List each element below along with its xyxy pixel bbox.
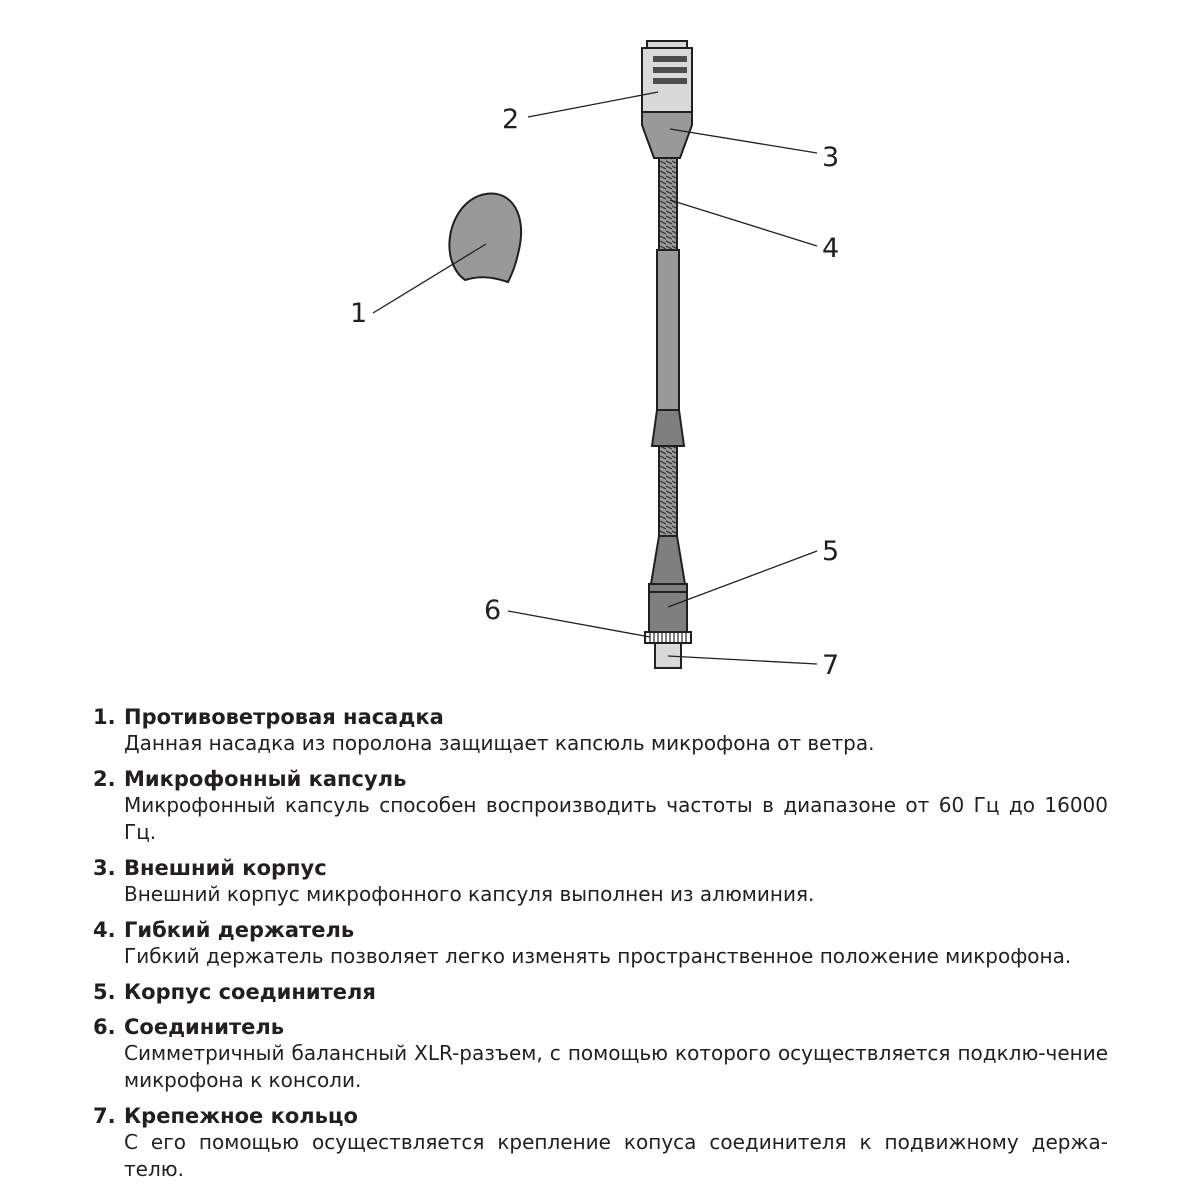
legend-title: Противоветровая насадка (124, 705, 444, 729)
leader-line-7 (668, 656, 817, 664)
windscreen (449, 193, 521, 282)
legend-title: Крепежное кольцо (124, 1104, 358, 1128)
callout-4: 4 (822, 233, 840, 264)
legend-title: Внешний корпус (124, 856, 327, 880)
legend-description: Симметричный балансный XLR-разъем, с помощью которого осуществляется подклю-чение микрофона к консоли. (124, 1041, 1108, 1092)
callout-3: 3 (822, 142, 840, 173)
connector-ring (645, 632, 691, 643)
legend-number: 6. (93, 1015, 116, 1039)
parts-legend (93, 704, 1108, 1192)
legend-title: Соединитель (124, 1015, 285, 1039)
legend-item-mounting-ring (93, 1103, 1108, 1183)
legend-item-windscreen (93, 704, 1108, 757)
legend-title: Корпус соединителя (124, 980, 376, 1004)
gooseneck (652, 158, 684, 536)
leader-line-5 (668, 551, 817, 607)
legend-number: 1. (93, 705, 116, 729)
legend-description: Внешний корпус микрофонного капсуля выполнен из алюминия. (124, 882, 815, 906)
capsule (642, 41, 692, 112)
legend-item-outer-housing (93, 855, 1108, 908)
connector-body (649, 536, 687, 632)
legend-number: 7. (93, 1104, 116, 1128)
legend-number: 3. (93, 856, 116, 880)
legend-item-capsule (93, 766, 1108, 846)
leader-line-6 (508, 611, 650, 637)
leader-line-2 (528, 92, 658, 117)
mounting-ring (655, 643, 681, 668)
legend-title: Гибкий держатель (124, 918, 355, 942)
callout-5: 5 (822, 536, 840, 567)
legend-number: 5. (93, 980, 116, 1004)
legend-description: Микрофонный капсуль способен воспроизводить частоты в диапазоне от 60 Гц до 16000 Гц. (124, 793, 1108, 844)
callout-2: 2 (502, 104, 520, 135)
legend-item-connector-body (93, 979, 1108, 1005)
legend-description: Данная насадка из поролона защищает капсюль микрофона от ветра. (124, 731, 875, 755)
callout-1: 1 (350, 298, 368, 329)
callout-7: 7 (822, 650, 840, 681)
callout-6: 6 (484, 595, 502, 626)
leader-line-4 (670, 200, 817, 246)
legend-item-connector (93, 1014, 1108, 1094)
legend-description: Гибкий держатель позволяет легко изменять пространственное положение микрофона. (124, 944, 1072, 968)
legend-number: 4. (93, 918, 116, 942)
legend-item-gooseneck (93, 917, 1108, 970)
legend-number: 2. (93, 767, 116, 791)
legend-description: С его помощью осуществляется крепление копуса соединителя к подвижному держа-телю. (124, 1130, 1108, 1181)
legend-title: Микрофонный капсуль (124, 767, 407, 791)
leader-line-3 (670, 129, 817, 153)
outer-housing (642, 112, 692, 158)
